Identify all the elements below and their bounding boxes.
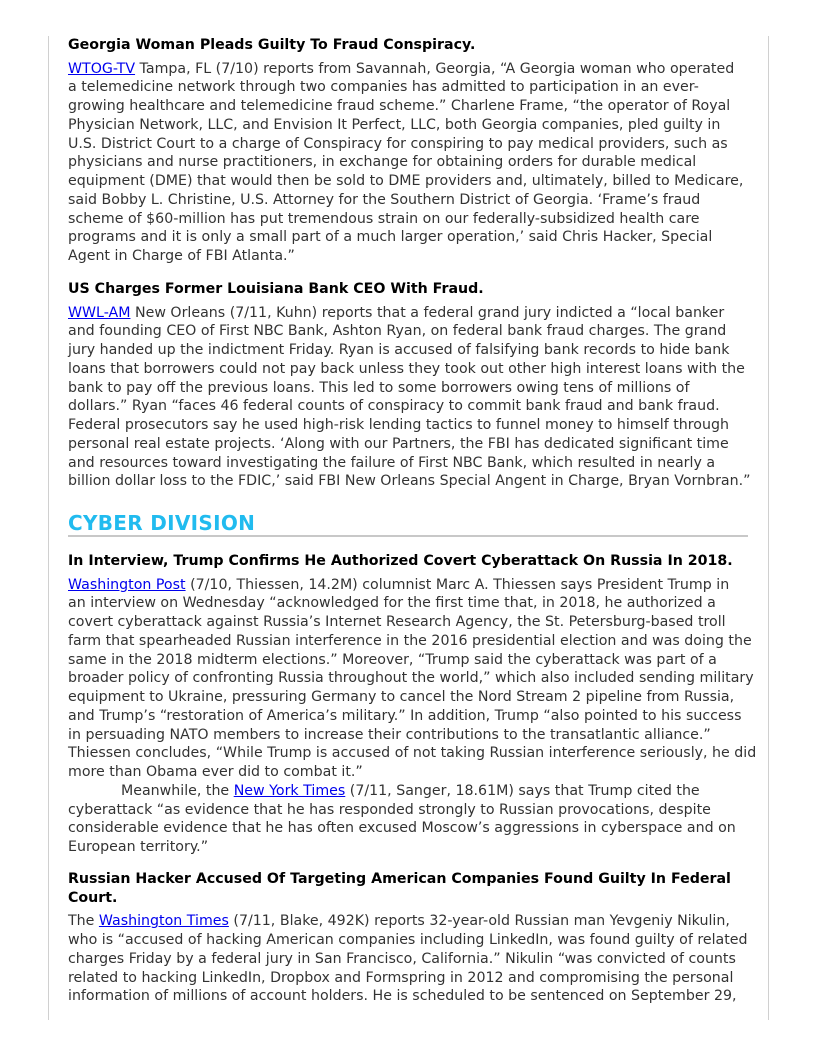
text-segment: (7/11, Blake, 492K) reports 32-year-old Russian man Yevgeniy Nikulin, bbox=[228, 913, 730, 930]
text-segment: an interview on Wednesday “acknowledged for the first time that, in 2018, he authorized a bbox=[68, 595, 716, 612]
text-segment: a telemedicine network through two companies has admitted to participation in an ever- bbox=[68, 79, 699, 96]
text-segment: bank to pay off the previous loans. This led to some borrowers owing tens of millions of bbox=[68, 379, 690, 396]
text-line bbox=[68, 97, 758, 116]
text-segment: U.S. District Court to a charge of Conspiracy for conspiring to pay medical providers, such as bbox=[68, 135, 728, 152]
text-line bbox=[68, 360, 758, 379]
text-line bbox=[68, 397, 758, 416]
text-segment: growing healthcare and telemedicine fraud scheme.” Charlene Frame, “the operator of Royal bbox=[68, 98, 731, 115]
text-segment: Meanwhile, the bbox=[121, 782, 234, 799]
text-line bbox=[68, 669, 758, 688]
text-line bbox=[68, 594, 758, 613]
text-line bbox=[68, 304, 758, 323]
text-segment: The bbox=[68, 913, 99, 930]
text-line bbox=[68, 801, 758, 820]
text-line bbox=[68, 931, 758, 950]
headline-line: US Charges Former Louisiana Bank CEO With Fraud. bbox=[68, 281, 484, 297]
text-segment: jury handed up the indictment Friday. Ryan is accused of falsifying bank records to hide bank bbox=[68, 342, 730, 359]
text-line bbox=[68, 632, 758, 651]
article-russian-hacker bbox=[68, 870, 758, 1006]
text-segment: personal real estate projects. ‘Along with our Partners, the FBI has dedicated significant time bbox=[68, 435, 729, 452]
article-trump-cyberattack bbox=[68, 552, 758, 857]
text-line bbox=[68, 228, 758, 247]
text-segment: considerable evidence that he has often excused Moscow’s aggressions in cyberspace and on bbox=[68, 820, 736, 837]
text-segment: Thiessen concludes, “While Trump is accused of not taking Russian interference seriously, he did bbox=[68, 745, 757, 762]
headline bbox=[68, 280, 758, 299]
text-segment: and resources toward investigating the failure of First NBC Bank, which resulted in nearly a bbox=[68, 454, 716, 471]
text-line bbox=[68, 341, 758, 360]
text-segment: equipment (DME) that would then be sold to DME providers and, ultimately, billed to Medicare, bbox=[68, 173, 744, 190]
text-segment: Federal prosecutors say he used high-risk lending tactics to funnel money to himself through bbox=[68, 417, 729, 434]
text-line bbox=[68, 435, 758, 454]
section-divider bbox=[68, 535, 748, 537]
paragraph bbox=[68, 304, 758, 492]
text-line bbox=[68, 172, 758, 191]
text-line bbox=[68, 987, 758, 1006]
text-segment: farm that spearheaded Russian interference in the 2016 presidential election and was doing the bbox=[68, 632, 752, 649]
headline-line: Georgia Woman Pleads Guilty To Fraud Conspiracy. bbox=[68, 37, 476, 53]
text-segment: dollars.” Ryan “faces 46 federal counts of conspiracy to commit bank fraud and bank fraud. bbox=[68, 398, 720, 415]
text-line bbox=[68, 454, 758, 473]
text-segment: cyberattack “as evidence that he has responded strongly to Russian provocations, despite bbox=[68, 801, 711, 818]
text-segment: broader policy of confronting Russia throughout the world,” which also included sending military bbox=[68, 670, 754, 687]
text-segment: Tampa, FL (7/10) reports from Savannah, Georgia, “A Georgia woman who operated bbox=[135, 60, 735, 77]
text-segment: (7/11, Sanger, 18.61M) says that Trump cited the bbox=[345, 782, 700, 799]
text-segment: and founding CEO of First NBC Bank, Ashton Ryan, on federal bank fraud charges. The grand bbox=[68, 323, 727, 340]
text-line bbox=[68, 116, 758, 135]
headline bbox=[68, 870, 758, 907]
text-line bbox=[68, 379, 758, 398]
text-segment: more than Obama ever did to combat it.” bbox=[68, 764, 363, 781]
text-line bbox=[68, 726, 758, 745]
text-line bbox=[68, 912, 758, 931]
text-segment: said Bobby L. Christine, U.S. Attorney for the Southern District of Georgia. ‘Frame’s fraud bbox=[68, 191, 701, 208]
paragraph bbox=[68, 912, 758, 1006]
article-louisiana-bank bbox=[68, 280, 758, 491]
text-line bbox=[68, 472, 758, 491]
text-segment: covert cyberattack against Russia’s Internet Research Agency, the St. Petersburg-based troll bbox=[68, 614, 726, 631]
text-line bbox=[68, 210, 758, 229]
text-line bbox=[68, 613, 758, 632]
text-segment: loans that borrowers could not pay back unless they took out other high interest loans with the bbox=[68, 360, 745, 377]
text-line bbox=[68, 135, 758, 154]
text-line bbox=[68, 153, 758, 172]
page-border-left bbox=[48, 36, 49, 1020]
section-title: CYBER DIVISION bbox=[68, 511, 256, 535]
text-line bbox=[68, 969, 758, 988]
source-link[interactable]: Washington Times bbox=[98, 913, 229, 930]
text-segment: New Orleans (7/11, Kuhn) reports that a federal grand jury indicted a “local banker bbox=[130, 304, 725, 321]
source-link[interactable]: WWL-AM bbox=[68, 304, 131, 321]
text-line bbox=[68, 60, 758, 79]
text-segment: billion dollar loss to the FDIC,’ said FBI New Orleans Special Angent in Charge, Bryan Vornbran.” bbox=[68, 473, 751, 490]
text-segment: charges Friday by a federal jury in San Francisco, California.” Nikulin “was convicted of counts bbox=[68, 950, 736, 967]
text-line bbox=[68, 763, 758, 782]
text-line bbox=[68, 247, 758, 266]
headline bbox=[68, 552, 758, 571]
headline bbox=[68, 36, 758, 55]
text-line bbox=[68, 838, 758, 857]
text-line bbox=[68, 782, 758, 801]
paragraph bbox=[68, 576, 758, 782]
source-link[interactable]: Washington Post bbox=[68, 576, 186, 593]
text-segment: equipment to Ukraine, pressuring Germany to cancel the Nord Stream 2 pipeline from Russia, bbox=[68, 689, 735, 706]
text-segment: in persuading NATO members to increase their contributions to the transatlantic alliance.” bbox=[68, 726, 711, 743]
source-link[interactable]: New York Times bbox=[233, 782, 346, 799]
text-line bbox=[68, 744, 758, 763]
text-line bbox=[68, 707, 758, 726]
text-line bbox=[68, 191, 758, 210]
paragraph bbox=[68, 60, 758, 266]
text-line bbox=[68, 322, 758, 341]
page-border-right bbox=[768, 36, 769, 1020]
paragraph bbox=[68, 782, 758, 857]
text-segment: Physician Network, LLC, and Envision It Perfect, LLC, both Georgia companies, pled guilty in bbox=[68, 116, 721, 133]
text-segment: and Trump’s “restoration of America’s military.” In addition, Trump “also pointed to his success bbox=[68, 707, 742, 724]
text-line bbox=[68, 688, 758, 707]
headline-line: In Interview, Trump Confirms He Authorized Covert Cyberattack On Russia In 2018. bbox=[68, 553, 733, 569]
text-line bbox=[68, 576, 758, 595]
text-line bbox=[68, 78, 758, 97]
text-segment: information of millions of account holders. He is scheduled to be sentenced on September 29, bbox=[68, 988, 737, 1005]
text-segment: same in the 2018 midterm elections.” Moreover, “Trump said the cyberattack was part of a bbox=[68, 651, 717, 668]
text-segment: Agent in Charge of FBI Atlanta.” bbox=[68, 248, 295, 265]
text-segment: European territory.” bbox=[68, 839, 209, 856]
text-segment: scheme of $60-million has put tremendous strain on our federally-subsidized health care bbox=[68, 210, 700, 227]
source-link[interactable]: WTOG-TV bbox=[68, 60, 136, 77]
text-segment: (7/10, Thiessen, 14.2M) columnist Marc A. Thiessen says President Trump in bbox=[185, 576, 730, 593]
text-segment: related to hacking LinkedIn, Dropbox and Formspring in 2012 and compromising the personal bbox=[68, 969, 734, 986]
text-segment: physicians and nurse practitioners, in exchange for obtaining orders for durable medical bbox=[68, 154, 697, 171]
text-segment: who is “accused of hacking American companies including LinkedIn, was found guilty of related bbox=[68, 932, 748, 949]
headline-line: Court. bbox=[68, 889, 118, 906]
text-segment: programs and it is only a small part of a much larger operation,’ said Chris Hacker, Special bbox=[68, 229, 713, 246]
text-line bbox=[68, 416, 758, 435]
text-line bbox=[68, 819, 758, 838]
text-line bbox=[68, 651, 758, 670]
article-georgia-fraud bbox=[68, 36, 758, 266]
text-line bbox=[68, 950, 758, 969]
headline-line: Russian Hacker Accused Of Targeting American Companies Found Guilty In Federal bbox=[68, 871, 731, 887]
